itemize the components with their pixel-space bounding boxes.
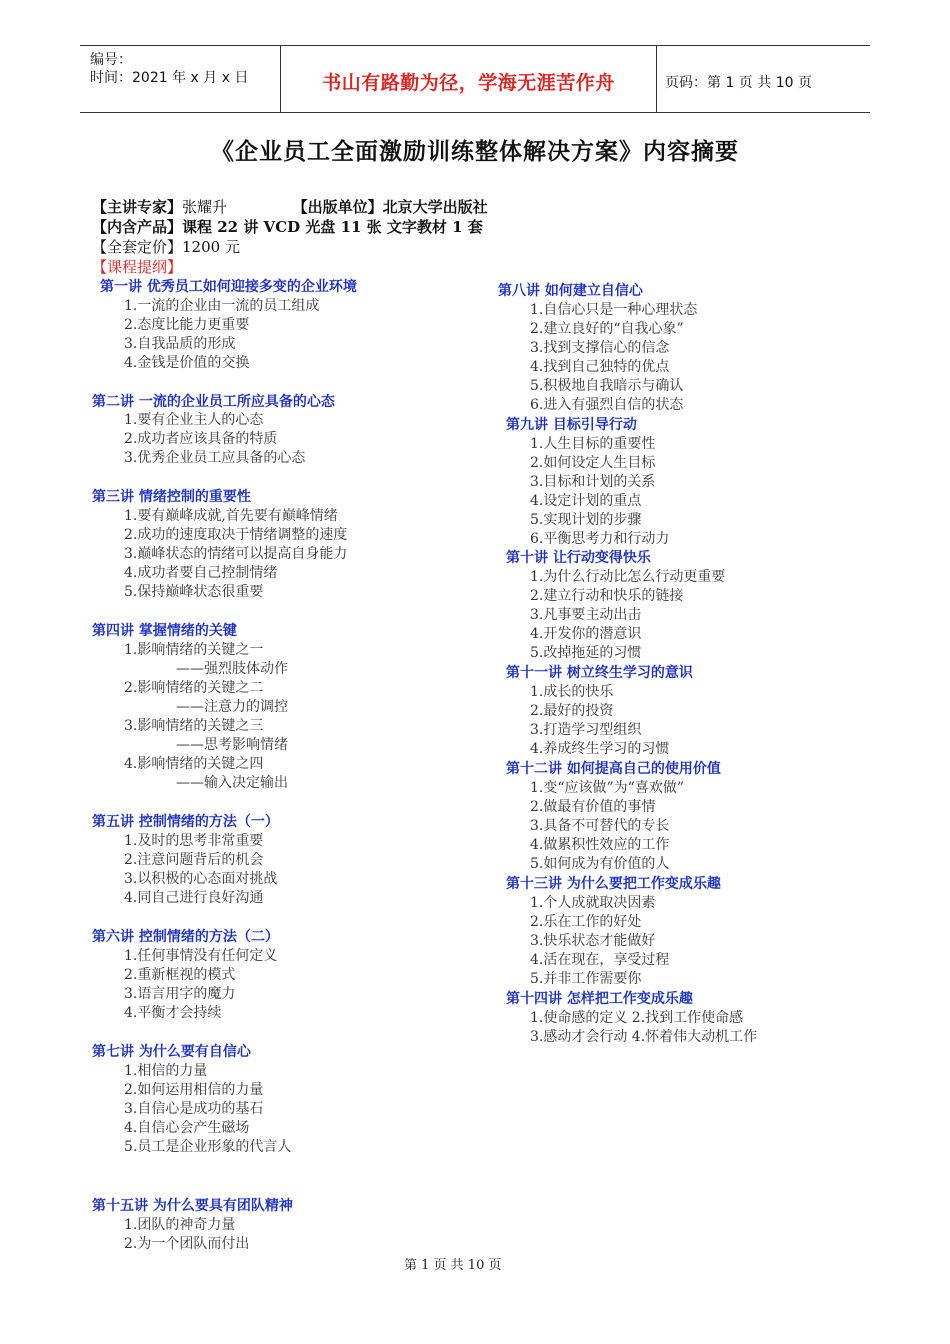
outline-item: 1.要有巅峰成就,首先要有巅峰情绪 bbox=[124, 508, 338, 524]
chapter-heading: 第十二讲 如何提高自己的使用价值 bbox=[506, 761, 721, 777]
chapter-heading: 第八讲 如何建立自信心 bbox=[498, 283, 643, 299]
outline-item: 4.影响情绪的关键之四 bbox=[124, 756, 264, 772]
outline-item: 3.凡事要主动出击 bbox=[530, 607, 642, 623]
price: 1200 元 bbox=[182, 238, 240, 256]
motto: 书山有路勤为径，学海无涯苦作舟 bbox=[322, 72, 615, 94]
outline-item: 4.找到自己独特的优点 bbox=[530, 359, 670, 375]
chapter-heading: 第二讲 一流的企业员工所应具备的心态 bbox=[92, 394, 335, 410]
outline-item: 2.成功者应该具备的特质 bbox=[124, 431, 278, 447]
outline-item: 3.自信心是成功的基石 bbox=[124, 1101, 264, 1117]
outline-item: 2.乐在工作的好处 bbox=[530, 914, 642, 930]
header-motto-cell bbox=[280, 46, 657, 112]
outline-item: 4.金钱是价值的交换 bbox=[124, 355, 250, 371]
outline-item: 4.做累积性效应的工作 bbox=[530, 837, 670, 853]
chapter-heading: 第四讲 掌握情绪的关键 bbox=[92, 623, 237, 639]
outline-item: 6.平衡思考力和行动力 bbox=[530, 531, 670, 547]
outline-item: 3.优秀企业员工应具备的心态 bbox=[124, 450, 306, 466]
meta-price-line bbox=[92, 236, 240, 257]
outline-item: 1.一流的企业由一流的员工组成 bbox=[124, 298, 320, 314]
chapter-heading: 第七讲 为什么要有自信心 bbox=[92, 1044, 251, 1060]
meta-products-line bbox=[92, 216, 483, 237]
chapter-heading: 第三讲 情绪控制的重要性 bbox=[92, 489, 251, 505]
outline-item: 1.影响情绪的关键之一 bbox=[124, 642, 264, 658]
outline-item: 4.平衡才会持续 bbox=[124, 1005, 222, 1021]
outline-item: 5.如何成为有价值的人 bbox=[530, 856, 670, 872]
outline-item: 1.要有企业主人的心态 bbox=[124, 412, 264, 428]
outline-item: 4.开发你的潜意识 bbox=[530, 626, 642, 642]
outline-item: 1.自信心只是一种心理状态 bbox=[530, 302, 698, 318]
outline-item: 3.以积极的心态面对挑战 bbox=[124, 871, 278, 887]
serial-label: 编号： bbox=[90, 52, 132, 68]
chapter-heading: 第十三讲 为什么要把工作变成乐趣 bbox=[506, 876, 721, 892]
publisher-name: 北京大学出版社 bbox=[382, 198, 488, 216]
document-title: 《企业员工全面激励训练整体解决方案》内容摘要 bbox=[211, 138, 739, 165]
header-page-cell bbox=[655, 46, 870, 112]
outline-item: 2.如何运用相信的力量 bbox=[124, 1082, 264, 1098]
products-label: 【内含产品】 bbox=[92, 218, 183, 236]
outline-item: 4.成功者要自己控制情绪 bbox=[124, 565, 278, 581]
outline-item: 3.巅峰状态的情绪可以提高自身能力 bbox=[124, 546, 348, 562]
outline-item: 2.重新框视的模式 bbox=[124, 967, 236, 983]
outline-item: 3.自我品质的形成 bbox=[124, 336, 236, 352]
outline-item: 1.变“应该做”为“喜欢做” bbox=[530, 780, 684, 796]
outline-subitem: ——输入决定输出 bbox=[176, 775, 288, 791]
chapter-heading: 第十四讲 怎样把工作变成乐趣 bbox=[506, 991, 693, 1007]
outline-item: 1.使命感的定义 2.找到工作使命感 bbox=[530, 1010, 744, 1026]
page-footer: 第 1 页 共 10 页 bbox=[404, 1258, 502, 1273]
outline-item: 3.打造学习型组织 bbox=[530, 722, 642, 738]
price-label: 【全套定价】 bbox=[92, 238, 183, 256]
outline-item: 3.影响情绪的关键之三 bbox=[124, 718, 264, 734]
outline-item: 3.目标和计划的关系 bbox=[530, 474, 656, 490]
outline-item: 2.建立行动和快乐的链接 bbox=[530, 588, 684, 604]
chapter-heading: 第十讲 让行动变得快乐 bbox=[506, 550, 651, 566]
outline-item: 1.为什么行动比怎么行动更重要 bbox=[530, 569, 726, 585]
outline-item: 5.积极地自我暗示与确认 bbox=[530, 378, 684, 394]
outline-item: 1.及时的思考非常重要 bbox=[124, 833, 264, 849]
chapter-heading: 第十一讲 树立终生学习的意识 bbox=[506, 665, 693, 681]
outline-item: 2.影响情绪的关键之二 bbox=[124, 680, 264, 696]
outline-item: 2.最好的投资 bbox=[530, 703, 614, 719]
publisher-label: 【出版单位】 bbox=[292, 198, 383, 216]
outline-item: 2.注意问题背后的机会 bbox=[124, 852, 264, 868]
outline-item: 2.成功的速度取决于情绪调整的速度 bbox=[124, 527, 348, 543]
expert-label: 【主讲专家】 bbox=[92, 198, 183, 216]
outline-item: 4.养成终生学习的习惯 bbox=[530, 741, 670, 757]
outline-item: 6.进入有强烈自信的状态 bbox=[530, 397, 684, 413]
outline-subitem: ——强烈肢体动作 bbox=[176, 661, 288, 677]
chapter-heading: 第六讲 控制情绪的方法（二） bbox=[92, 929, 279, 945]
chapter-heading: 第一讲 优秀员工如何迎接多变的企业环境 bbox=[100, 279, 357, 295]
outline-item: 5.实现计划的步骤 bbox=[530, 512, 642, 528]
outline-item: 2.为一个团队而付出 bbox=[124, 1236, 250, 1252]
outline-item: 2.态度比能力更重要 bbox=[124, 317, 250, 333]
outline-item: 1.人生目标的重要性 bbox=[530, 436, 656, 452]
outline-item: 1.相信的力量 bbox=[124, 1063, 208, 1079]
outline-item: 1.成长的快乐 bbox=[530, 684, 614, 700]
outline-item: 1.个人成就取决因素 bbox=[530, 895, 656, 911]
outline-item: 3.具备不可替代的专长 bbox=[530, 818, 670, 834]
meta-expert-line bbox=[92, 196, 488, 217]
outline-label: 【课程提纲】 bbox=[92, 258, 183, 276]
outline-item: 4.活在现在，享受过程 bbox=[530, 952, 670, 968]
header-info-cell bbox=[80, 46, 280, 112]
page-code: 页码：第 1 页 共 10 页 bbox=[665, 75, 812, 91]
outline-item: 5.改掉拖延的习惯 bbox=[530, 645, 642, 661]
outline-item: 3.感动才会行动 4.怀着伟大动机工作 bbox=[530, 1029, 758, 1045]
outline-item: 2.做最有价值的事情 bbox=[530, 799, 656, 815]
outline-item: 2.建立良好的“自我心象” bbox=[530, 321, 684, 337]
outline-item: 4.自信心会产生磁场 bbox=[124, 1120, 250, 1136]
outline-item: 4.设定计划的重点 bbox=[530, 493, 642, 509]
chapter-heading: 第九讲 目标引导行动 bbox=[506, 417, 637, 433]
outline-item: 5.员工是企业形象的代言人 bbox=[124, 1139, 292, 1155]
outline-item: 3.找到支撑信心的信念 bbox=[530, 340, 670, 356]
outline-item: 4.同自己进行良好沟通 bbox=[124, 890, 264, 906]
outline-item: 3.快乐状态才能做好 bbox=[530, 933, 656, 949]
outline-item: 5.保持巅峰状态很重要 bbox=[124, 584, 264, 600]
chapter-heading: 第十五讲 为什么要具有团队精神 bbox=[92, 1198, 293, 1214]
time-label: 时间：2021 年 x 月 x 日 bbox=[90, 70, 249, 86]
header-table bbox=[80, 45, 870, 113]
outline-item: 1.团队的神奇力量 bbox=[124, 1217, 236, 1233]
expert-name: 张耀升 bbox=[182, 198, 228, 216]
outline-item: 3.语言用字的魔力 bbox=[124, 986, 236, 1002]
outline-subitem: ——注意力的调控 bbox=[176, 699, 288, 715]
outline-item: 1.任何事情没有任何定义 bbox=[124, 948, 278, 964]
outline-item: 2.如何设定人生目标 bbox=[530, 455, 656, 471]
outline-subitem: ——思考影响情绪 bbox=[176, 737, 288, 753]
outline-item: 5.并非工作需要你 bbox=[530, 971, 642, 987]
products: 课程 22 讲 VCD 光盘 11 张 文字教材 1 套 bbox=[182, 218, 483, 236]
chapter-heading: 第五讲 控制情绪的方法（一） bbox=[92, 814, 279, 830]
